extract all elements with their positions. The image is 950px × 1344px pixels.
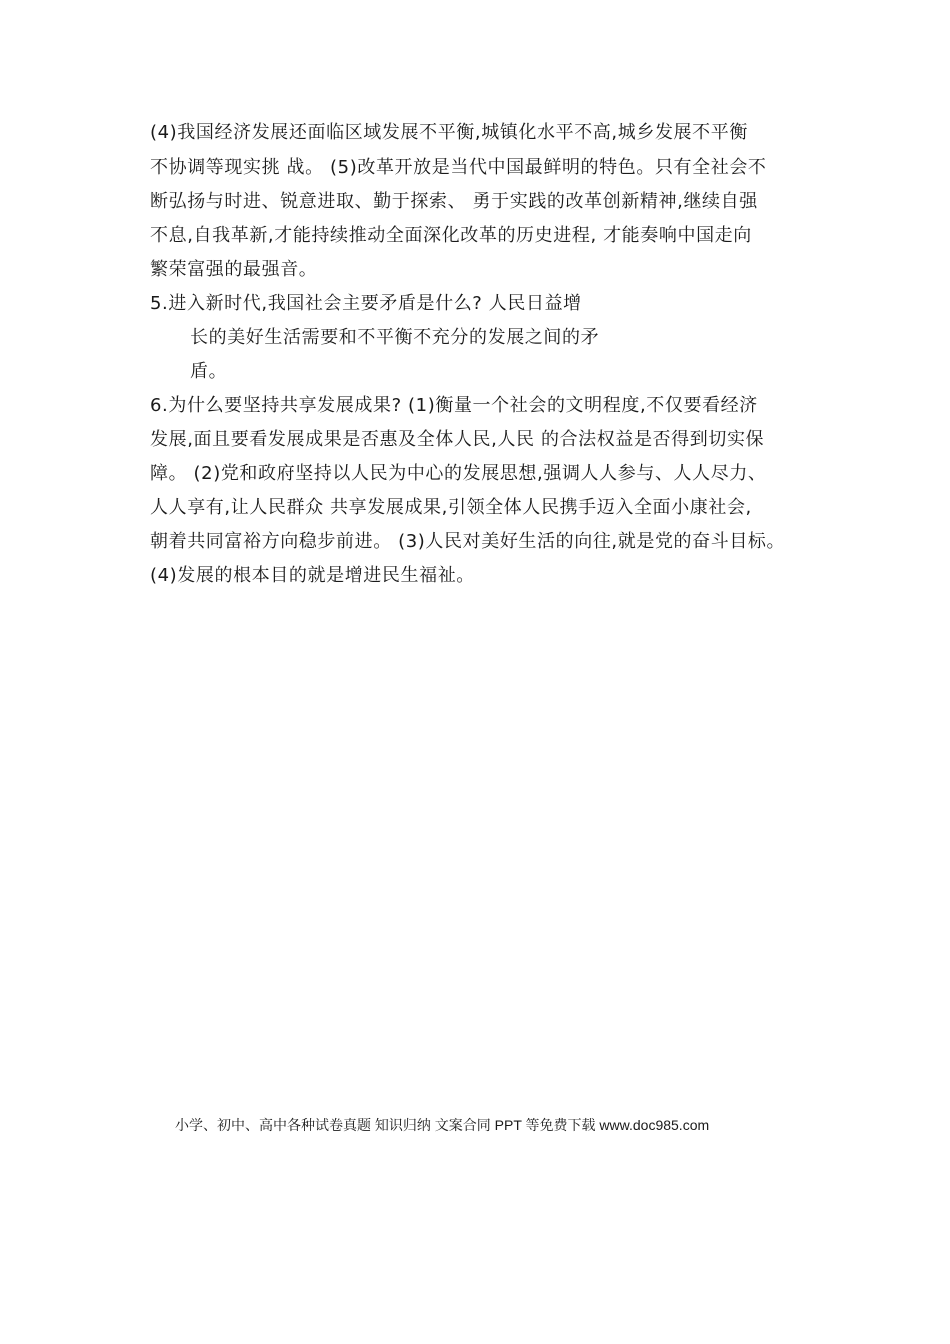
item4-line-1: (4)我国经济发展还面临区域发展不平衡,城镇化水平不高,城乡发展不平衡 — [150, 122, 748, 143]
item4-line-5: 繁荣富强的最强音。 — [150, 259, 318, 280]
footer-text: 小学、初中、高中各种试卷真题 知识归纳 文案合同 PPT 等免费下载 www.doc985.com — [175, 1117, 710, 1133]
question6-line-1: 6.为什么要坚持共享发展成果? (1)衡量一个社会的文明程度,不仅要看经济 — [150, 395, 758, 416]
question6-line-5: 朝着共同富裕方向稳步前进。 (3)人民对美好生活的向往,就是党的奋斗目标。 — [150, 531, 786, 552]
item4-line-4: 不息,自我革新,才能持续推动全面深化改革的历史进程, 才能奏响中国走向 — [150, 225, 752, 246]
item4-line-2: 不协调等现实挑 战。 (5)改革开放是当代中国最鲜明的特色。只有全社会不 — [150, 157, 767, 178]
question6-line-6: (4)发展的根本目的就是增进民生福祉。 — [150, 565, 475, 586]
question5-line-3: 盾。 — [190, 361, 228, 382]
question6-line-3: 障。 (2)党和政府坚持以人民为中心的发展思想,强调人人参与、人人尽力、 — [150, 463, 767, 484]
question6-line-4: 人人享有,让人民群众 共享发展成果,引领全体人民携手迈入全面小康社会, — [150, 497, 752, 518]
question5-line-2: 长的美好生活需要和不平衡不充分的发展之间的矛 — [190, 327, 600, 348]
item4-line-3: 断弘扬与时进、锐意进取、勤于探索、 勇于实践的改革创新精神,继续自强 — [150, 191, 758, 212]
question6-line-2: 发展,面且要看发展成果是否惠及全体人民,人民 的合法权益是否得到切实保 — [150, 429, 765, 450]
question5-line-1: 5.进入新时代,我国社会主要矛盾是什么? 人民日益增 — [150, 293, 582, 314]
